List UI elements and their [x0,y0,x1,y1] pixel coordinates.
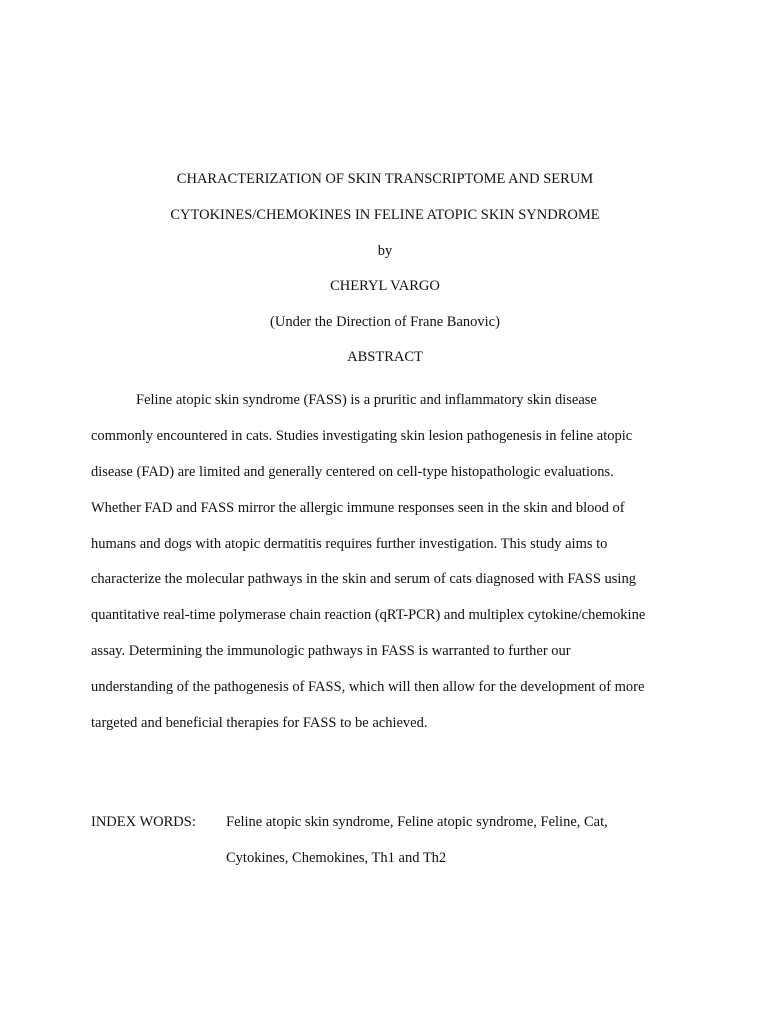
abstract-line: disease (FAD) are limited and generally centered on cell-type histopathologic evaluations. [91,463,614,480]
abstract-line: Feline atopic skin syndrome (FASS) is a pruritic and inflammatory skin disease [136,392,597,408]
title-line-1: CHARACTERIZATION OF SKIN TRANSCRIPTOME AND SERUM [176,171,594,187]
abstract-line: characterize the molecular pathways in the skin and serum of cats diagnosed with FASS using [91,571,636,588]
abstract-line: humans and dogs with atopic dermatitis requires further investigation. This study aims to [91,535,608,552]
abstract-line: commonly encountered in cats. Studies investigating skin lesion pathogenesis in feline atopic [91,427,633,444]
index-words-label: INDEX WORDS: [91,814,196,830]
direction-line: (Under the Direction of Frane Banovic) [270,314,500,330]
abstract-line: quantitative real-time polymerase chain reaction (qRT-PCR) and multiplex cytokine/chemokine [91,607,646,624]
abstract-line: Whether FAD and FASS mirror the allergic immune responses seen in the skin and blood of [91,499,625,516]
abstract-line: understanding of the pathogenesis of FASS, which will then allow for the development of more [91,679,645,696]
abstract-heading: ABSTRACT [347,349,423,365]
index-words-line-2: Cytokines, Chemokines, Th1 and Th2 [226,850,447,866]
title-line-2: CYTOKINES/CHEMOKINES IN FELINE ATOPIC SKIN SYNDROME [170,207,600,223]
index-words-values [226,813,608,885]
abstract-body [91,383,691,742]
by-line: by [377,243,393,259]
abstract-line: assay. Determining the immunologic pathways in FASS is warranted to further our [91,643,571,660]
abstract-line: targeted and beneficial therapies for FASS to be achieved. [91,715,428,732]
author-name: CHERYL VARGO [330,278,440,294]
index-words-line-1: Feline atopic skin syndrome, Feline atopic syndrome, Feline, Cat, [226,814,608,830]
